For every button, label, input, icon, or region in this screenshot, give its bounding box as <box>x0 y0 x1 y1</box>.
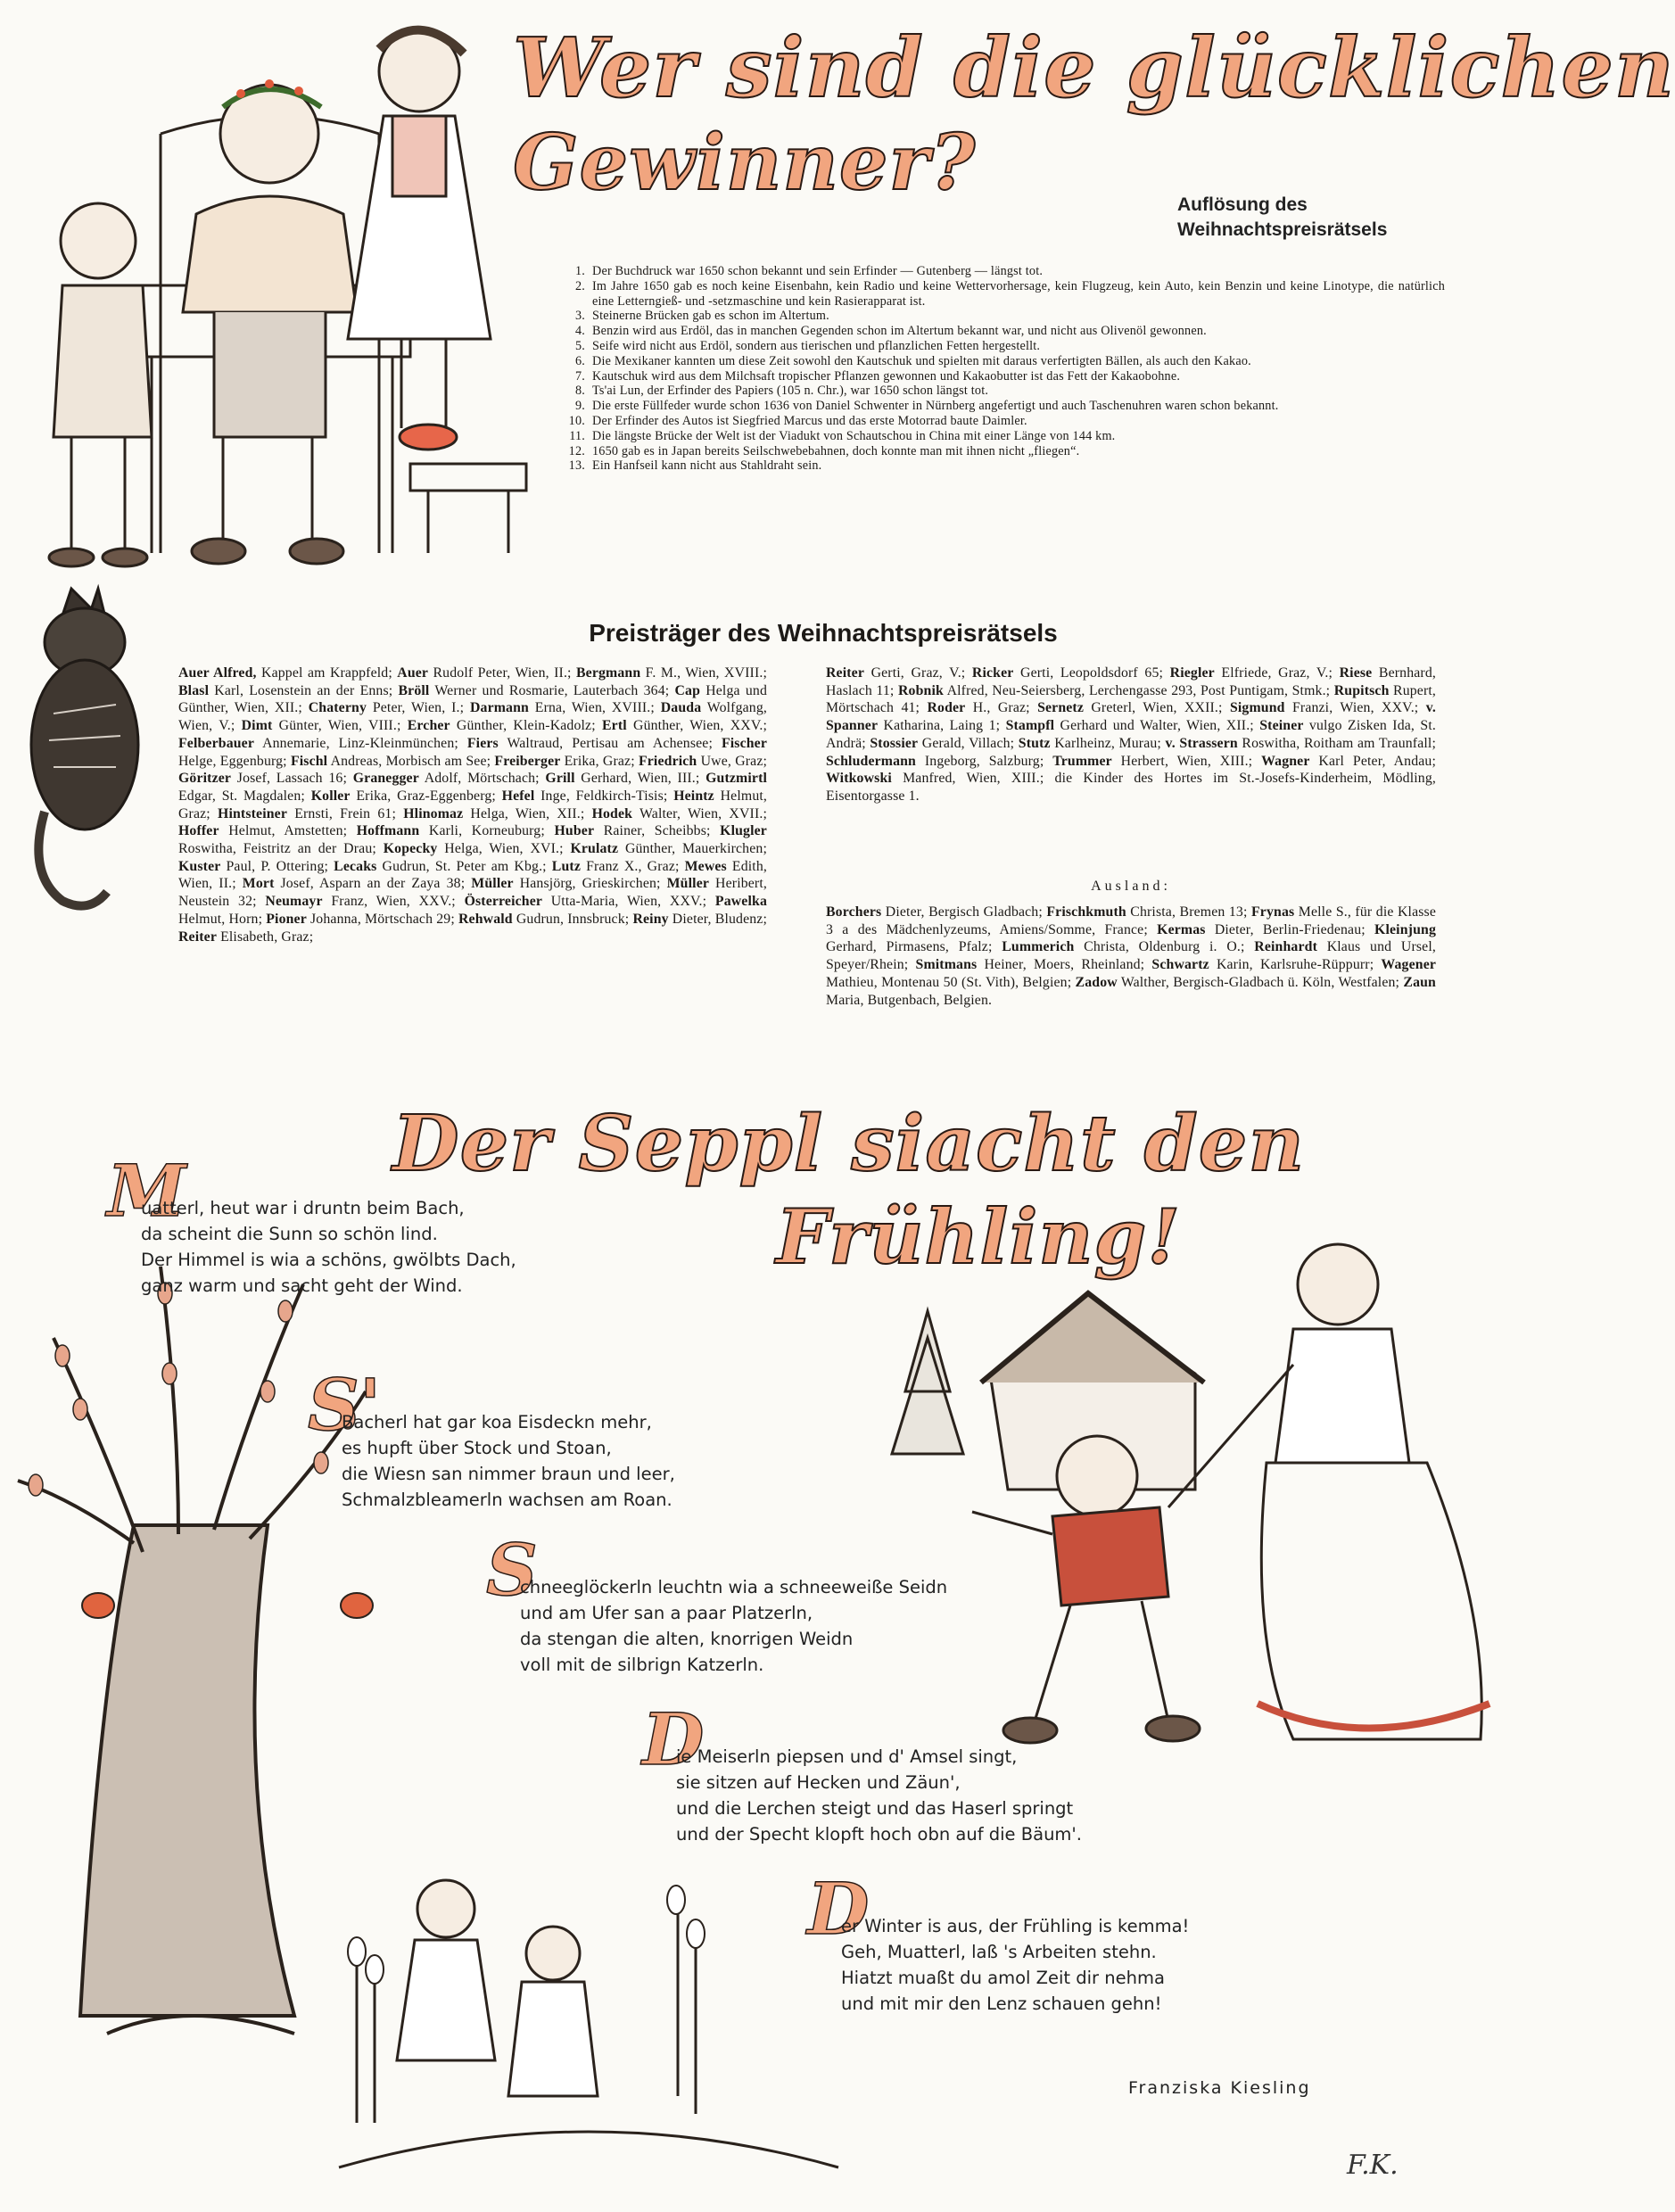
winner-details: Katharina, Laing 1; <box>878 718 1006 734</box>
answer-number: 12. <box>568 443 585 458</box>
winner-surname: Fiers <box>466 735 499 751</box>
answer-number: 2. <box>574 278 585 293</box>
poem-stanza-text <box>342 1409 675 1513</box>
winner-details: Klaus und Ursel, Speyer/Rhein; <box>826 939 1436 973</box>
answer-text: Kautschuk wird aus dem Milchsaft tropischer Pflanzen gewonnen und Kakaobutter ist das Fett der Kakaobohne. <box>592 368 1181 384</box>
winner-details: Gerhard und Walter, Wien, XII.; <box>1054 718 1260 734</box>
winner-surname: Mort <box>242 876 275 892</box>
answer-item <box>553 399 1445 414</box>
poem-line: die Wiesn san nimmer braun und leer, <box>342 1464 675 1484</box>
poem-initial-letter: M <box>107 1149 186 1233</box>
winner-surname: Kermas <box>1157 921 1206 937</box>
winner-details: Heiner, Moers, Rheinland; <box>977 957 1152 973</box>
poem-line: es hupft über Stock und Stoan, <box>342 1438 612 1458</box>
winner-surname: Mewes <box>684 858 727 874</box>
winner-surname: Steiner <box>1259 718 1304 734</box>
winner-surname: Pioner <box>266 911 307 927</box>
winner-details: Gerald, Villach; <box>918 735 1019 751</box>
winner-details: Gerhard, Pirmasens, Pfalz; <box>826 939 1003 955</box>
winner-details: Heribert, Neustein 32; <box>178 876 767 910</box>
winner-surname: Reinhardt <box>1254 939 1317 955</box>
winner-details: Rupert, Mörtschach 41; <box>826 682 1437 716</box>
winner-details: Annemarie, Linz-Kleinmünchen; <box>254 735 467 751</box>
poem-stanza-text <box>676 1744 1082 1847</box>
answer-item <box>553 369 1445 384</box>
winner-surname: Frynas <box>1251 904 1295 920</box>
winner-details: Günther, Wien, XXV.; <box>626 718 768 734</box>
answer-item <box>553 264 1445 279</box>
winner-details: H., Graz; <box>965 700 1038 716</box>
winner-details: Wolfgang, Wien, V.; <box>178 700 767 734</box>
winner-details: Karin, Karlsruhe-Rüppurr; <box>1209 957 1382 973</box>
winner-details: Günther, Klein-Kadolz; <box>450 718 602 734</box>
answer-number: 1. <box>574 264 585 278</box>
poem-line: und der Specht klopft hoch obn auf die Bäum'. <box>676 1824 1082 1845</box>
winner-details: Walter, Wien, XVII.; <box>632 805 767 821</box>
answer-item <box>553 429 1445 444</box>
winner-details: Christa, Oldenburg i. O.; <box>1074 939 1255 955</box>
winner-details: Peter, Wien, I.; <box>367 700 470 716</box>
winner-details: Karli, Korneuburg; <box>419 823 555 839</box>
answer-text: Die längste Brücke der Welt ist der Viadukt von Schautschou in China mit einer Länge von 144 km. <box>592 428 1116 443</box>
poem-line: Schmalzbleamerln wachsen am Roan. <box>342 1490 672 1510</box>
winner-surname: Hintsteiner <box>218 805 288 821</box>
poem-stanza <box>308 1363 780 1552</box>
answer-number: 3. <box>574 309 585 324</box>
winner-details: Ernsti, Frein 61; <box>287 805 404 821</box>
poem-initial-letter: S' <box>308 1363 382 1447</box>
winner-surname: Kopecky <box>383 841 438 857</box>
winner-surname: Wagener <box>1381 957 1437 973</box>
poem-line: er Winter is aus, der Frühling is kemma! <box>841 1916 1190 1936</box>
winner-surname: Ertl <box>601 718 627 734</box>
winner-surname: Lecaks <box>334 858 377 874</box>
winner-surname: Rupitsch <box>1333 682 1390 698</box>
poem-line: uatterl, heut war i druntn beim Bach, <box>141 1198 465 1218</box>
winner-details: Dieter, Bergisch Gladbach; <box>881 904 1047 920</box>
answer-text: Steinerne Brücken gab es schon im Altertum. <box>592 309 829 324</box>
winner-details: Mathieu, Montenau 50 (St. Vith), Belgien; <box>826 974 1076 990</box>
winner-details: Hansjörg, Grieskirchen; <box>513 876 667 892</box>
winner-surname: Ercher <box>407 718 450 734</box>
winner-details: Walther, Bergisch-Gladbach ü. Köln, Westfalen; <box>1117 974 1404 990</box>
winner-surname: Fischer <box>721 735 767 751</box>
winner-details: Alfred, Neu-Seiersberg, Lerchengasse 293, Post Puntigam, Stmk.; <box>943 682 1334 698</box>
answer-number: 4. <box>574 324 585 339</box>
answer-item <box>553 309 1445 324</box>
winner-surname: v. Spanner <box>826 700 1436 734</box>
winner-surname: Frischkmuth <box>1046 904 1126 920</box>
winner-surname: Roder <box>927 700 966 716</box>
answer-text: Seife wird nicht aus Erdöl, sondern aus tierischen und pflanzlichen Fetten hergestellt. <box>592 338 1041 353</box>
winner-details: Roswitha, Roitham am Traunfall; <box>1237 735 1436 751</box>
winners-list-left <box>178 664 767 945</box>
winner-surname: Rehwald <box>458 911 513 927</box>
poem-line: ganz warm und sacht geht der Wind. <box>141 1275 463 1296</box>
winner-surname: Krulatz <box>570 841 619 857</box>
winner-surname: Riegler <box>1169 665 1215 681</box>
winner-surname: Hoffmann <box>356 823 420 839</box>
winner-details: Dieter, Berlin-Friedenau; <box>1205 921 1375 937</box>
winner-surname: Reiter <box>826 665 864 681</box>
winner-details: Helga, Wien, XVI.; <box>437 841 571 857</box>
cat-illustration <box>9 580 152 919</box>
winner-surname: Darmann <box>469 700 529 716</box>
winner-surname: Hefel <box>501 788 535 804</box>
poem-stanza <box>807 1867 1351 2056</box>
winner-details: Josef, Asparn an der Zaya 38; <box>274 876 472 892</box>
winner-surname: Smitmans <box>915 957 978 973</box>
winner-surname: Dauda <box>660 700 702 716</box>
winner-surname: Neumayr <box>265 894 323 910</box>
winner-surname: Chaterny <box>308 700 367 716</box>
poem-stanza-text <box>841 1913 1189 2017</box>
solution-subtitle-line2: Weihnachtspreisrätsels <box>1177 219 1388 240</box>
winner-details: vulgo Zisken Ida, St. Andrä; <box>826 718 1436 751</box>
winner-details: Helmut, Amstetten; <box>219 823 357 839</box>
answer-number: 13. <box>568 458 585 474</box>
winner-details: Adolf, Mörtschach; <box>418 771 546 787</box>
winner-details: Rainer, Scheibbs; <box>594 823 721 839</box>
winner-details: Helga und Günther, Wien, XII.; <box>178 682 767 716</box>
winner-details: Erna, Wien, XVIII.; <box>528 700 661 716</box>
winner-details: Herbert, Wien, XIII.; <box>1111 753 1262 769</box>
answer-item <box>553 414 1445 429</box>
winner-surname: Felberbauer <box>178 735 255 751</box>
winner-surname: Sigmund <box>1229 700 1285 716</box>
abroad-heading: Ausland: <box>1091 879 1171 894</box>
poem-line: und mit mir den Lenz schauen gehn! <box>841 1993 1162 2014</box>
answer-number: 9. <box>574 399 585 414</box>
winner-details: Waltraud, Pertisau am Achensee; <box>498 735 722 751</box>
answer-item <box>553 324 1445 339</box>
winner-details: Dieter, Bludenz; <box>668 911 767 927</box>
winners-list-abroad <box>826 904 1436 1009</box>
winner-surname: Müller <box>666 876 710 892</box>
poem-line: da scheint die Sunn so schön lind. <box>141 1224 438 1244</box>
poem-initial-letter: D <box>642 1697 705 1781</box>
winner-surname: Hodek <box>591 805 633 821</box>
answer-number: 5. <box>574 338 585 353</box>
poem-initial-letter: D <box>807 1867 870 1951</box>
answer-item <box>553 354 1445 369</box>
winner-details: Karlheinz, Murau; <box>1050 735 1166 751</box>
winner-details: Günter, Wien, VIII.; <box>272 718 408 734</box>
winner-surname: v. Strassern <box>1165 735 1238 751</box>
winner-details: Elfriede, Graz, V.; <box>1214 665 1340 681</box>
winner-surname: Reiter <box>178 929 217 945</box>
winner-details: Helge, Eggenburg; <box>178 753 291 769</box>
winner-surname: Freiberger <box>494 753 561 769</box>
poem-author: Franziska Kiesling <box>1128 2078 1311 2098</box>
winner-surname: Kleinjung <box>1374 921 1436 937</box>
poem-line: voll mit de silbrign Katzerln. <box>520 1655 764 1675</box>
poem-initial-letter: S <box>486 1528 538 1612</box>
winner-surname: Sernetz <box>1037 700 1084 716</box>
poem-line: Bacherl hat gar koa Eisdeckn mehr, <box>342 1412 652 1432</box>
title-winners-line1: Wer sind die glücklichen <box>513 20 1675 116</box>
poem-title-line1: Der Seppl siacht den <box>392 1099 1305 1189</box>
winner-details: Franz, Wien, XXV.; <box>322 894 465 910</box>
answer-item <box>553 384 1445 399</box>
answer-number: 6. <box>574 353 585 368</box>
winner-details: Gerti, Leopoldsdorf 65; <box>1013 665 1170 681</box>
winner-surname: Bergmann <box>575 665 641 681</box>
poem-line: sie sitzen auf Hecken und Zäun', <box>676 1772 961 1793</box>
poem-line: und die Lerchen steigt und das Haserl springt <box>676 1798 1074 1819</box>
winner-details: Erika, Graz-Eggenberg; <box>350 788 502 804</box>
winner-surname: Hlinomaz <box>403 805 464 821</box>
winner-surname: Gutzmirtl <box>705 771 768 787</box>
winner-surname: Kuster <box>178 858 221 874</box>
solution-subtitle <box>1177 193 1472 243</box>
winner-details: Maria, Butgenbach, Belgien. <box>826 992 993 1008</box>
winner-details: die Kinder des Hortes im St.-Josefs-Kinderheim, Mödling, Eisentorgasse 1. <box>826 771 1436 804</box>
winner-surname: Auer Alfred, <box>178 665 257 681</box>
winner-details: Johanna, Mörtschach 29; <box>306 911 458 927</box>
winner-details: Bernhard, Haslach 11; <box>826 665 1436 698</box>
winner-details: Edith, Wien, II.; <box>178 858 767 892</box>
winner-surname: Robnik <box>897 682 944 698</box>
winner-details: Gudrun, St. Peter am Kbg.; <box>376 858 552 874</box>
winner-surname: Reiny <box>632 911 669 927</box>
winner-details: Edgar, St. Magdalen; <box>178 788 311 804</box>
winner-details: Rudolf Peter, Wien, II.; <box>428 665 576 681</box>
winner-details: Christa, Bremen 13; <box>1126 904 1251 920</box>
winner-details: Utta-Maria, Wien, XXV.; <box>542 894 715 910</box>
answer-item <box>553 458 1445 474</box>
winner-details: Elisabeth, Graz; <box>217 929 314 945</box>
winner-surname: Friedrich <box>638 753 697 769</box>
winner-surname: Stampfl <box>1005 718 1055 734</box>
winner-surname: Huber <box>554 823 595 839</box>
winner-surname: Göritzer <box>178 771 232 787</box>
winner-details: Andreas, Morbisch am See; <box>327 753 495 769</box>
winner-surname: Witkowski <box>826 771 892 787</box>
answer-text: Im Jahre 1650 gab es noch keine Eisenbahn, kein Radio und keine Wettervorhersage, kein Flugzeug, kein Auto, kein Benzin und keine Linotype, die natürlich eine Letterngieß- und -setzmaschine und kein Rasierapparat ist. <box>592 278 1445 309</box>
answer-text: 1650 gab es in Japan bereits Seilschwebebahnen, doch konnte man mit ihnen nicht „fliegen“. <box>592 443 1080 458</box>
winner-surname: Trummer <box>1052 753 1112 769</box>
winner-surname: Österreicher <box>464 894 543 910</box>
poem-stanza <box>642 1697 1186 1886</box>
winner-surname: Ricker <box>971 665 1014 681</box>
answer-text: Der Buchdruck war 1650 schon bekannt und sein Erfinder — Gutenberg — längst tot. <box>592 264 1044 278</box>
solution-subtitle-line1: Auflösung des <box>1177 194 1308 215</box>
winner-surname: Wagner <box>1261 753 1310 769</box>
answer-text: Ein Hanfseil kann nicht aus Stahldraht sein. <box>592 458 822 474</box>
winner-details: Gerhard, Wien, III.; <box>574 771 706 787</box>
answer-text: Die erste Füllfeder wurde schon 1636 von Daniel Schwenter in Nürnberg angefertigt und auch Taschenuhren waren schon bekannt. <box>592 399 1279 414</box>
answer-number: 8. <box>574 384 585 399</box>
title-winners-line2: Gewinner? <box>513 118 977 208</box>
poem-line: Hiatzt muaßt du amol Zeit dir nehma <box>841 1968 1165 1988</box>
answer-number: 11. <box>569 428 585 443</box>
puzzle-answers-list <box>553 264 1445 474</box>
winner-details: Karl Peter, Andau; <box>1309 753 1436 769</box>
winner-surname: Stossier <box>870 735 919 751</box>
winner-surname: Grill <box>545 771 575 787</box>
winner-details: Franz X., Graz; <box>581 858 685 874</box>
winner-surname: Koller <box>310 788 351 804</box>
winner-details: Greterl, Wien, XXII.; <box>1084 700 1230 716</box>
winner-surname: Hoffer <box>178 823 219 839</box>
answer-text: Der Erfinder des Autos ist Siegfried Marcus und das erste Motorrad baute Daimler. <box>592 413 1027 428</box>
winner-surname: Klugler <box>720 823 767 839</box>
poem-title-line2: Frühling! <box>776 1193 1182 1281</box>
winner-surname: Stutz <box>1018 735 1051 751</box>
poem-stanza <box>486 1528 1030 1717</box>
answer-number: 7. <box>574 368 585 384</box>
winner-surname: Müller <box>471 876 514 892</box>
winner-surname: Fischl <box>290 753 328 769</box>
winner-details: Inge, Feldkirch-Tisis; <box>534 788 674 804</box>
winner-details: Werner und Rosmarie, Lauterbach 364; <box>429 682 675 698</box>
winner-details: Helga, Wien, XII.; <box>463 805 592 821</box>
winner-surname: Riese <box>1339 665 1373 681</box>
winner-details: Gerti, Graz, V.; <box>864 665 972 681</box>
winner-surname: Cap <box>674 682 701 698</box>
winner-details: Melle S., für die Klasse 3 a des Mädchenlyzeums, Amiens/Somme, France; <box>826 904 1436 937</box>
winners-list-right <box>826 664 1436 805</box>
children-crowning-illustration <box>27 18 526 571</box>
winner-details: Uwe, Graz; <box>697 753 768 769</box>
winner-surname: Lutz <box>551 858 581 874</box>
winner-details: Helmut, Graz; <box>178 788 768 821</box>
winner-surname: Borchers <box>826 904 882 920</box>
winner-surname: Auer <box>397 665 429 681</box>
poem-line: und am Ufer san a paar Platzerln, <box>520 1603 813 1623</box>
poem-stanza-text <box>141 1195 516 1299</box>
poem-line: ie Meiserln piepsen und d' Amsel singt, <box>676 1746 1018 1767</box>
winner-surname: Pawelka <box>714 894 767 910</box>
winner-surname: Dimt <box>241 718 273 734</box>
winner-surname: Schwartz <box>1151 957 1209 973</box>
answer-text: Benzin wird aus Erdöl, das in manchen Gegenden schon im Altertum bekannt war, und nicht aus Olivenöl gewonnen. <box>592 324 1207 339</box>
poem-line: chneeglöckerln leuchtn wia a schneeweiße Seidn <box>520 1577 948 1597</box>
poem-line: Der Himmel is wia a schöns, gwölbts Dach, <box>141 1250 516 1270</box>
winner-surname: Zaun <box>1403 974 1436 990</box>
winner-surname: Granegger <box>352 771 419 787</box>
winner-details: Josef, Lassach 16; <box>231 771 353 787</box>
artist-signature: F.K. <box>1347 2150 1399 2181</box>
poem-stanza-text <box>520 1574 947 1678</box>
winner-surname: Zadow <box>1075 974 1118 990</box>
answer-item <box>553 339 1445 354</box>
winner-details: Günther, Mauerkirchen; <box>618 841 767 857</box>
winner-details: Erika, Graz; <box>560 753 639 769</box>
winner-surname: Blasl <box>178 682 210 698</box>
winner-details: Kappel am Krappfeld; <box>256 665 398 681</box>
winner-surname: Schludermann <box>826 753 916 769</box>
winner-surname: Heintz <box>673 788 714 804</box>
answer-number: 10. <box>568 413 585 428</box>
winner-details: Manfred, Wien, XIII.; <box>891 771 1055 787</box>
poem-line: da stengan die alten, knorrigen Weidn <box>520 1629 854 1649</box>
winner-details: Roswitha, Feistritz an der Drau; <box>178 841 384 857</box>
winners-heading: Preisträger des Weihnachtspreisrätsels <box>589 619 1058 647</box>
poem-line: Geh, Muatterl, laß 's Arbeiten stehn. <box>841 1942 1157 1962</box>
winner-surname: Lummerich <box>1002 939 1075 955</box>
answer-item <box>553 444 1445 459</box>
winner-details: Franzi, Wien, XXV.; <box>1284 700 1426 716</box>
answer-text: Ts'ai Lun, der Erfinder des Papiers (105 n. Chr.), war 1650 schon längst tot. <box>592 384 989 399</box>
winner-surname: Bröll <box>398 682 430 698</box>
winner-details: Paul, P. Ottering; <box>220 858 334 874</box>
poem-stanza <box>107 1149 580 1374</box>
winner-details: F. M., Wien, XVIII.; <box>640 665 768 681</box>
winner-details: Helmut, Horn; <box>178 911 267 927</box>
winner-details: Ingeborg, Salzburg; <box>916 753 1053 769</box>
answer-item <box>553 279 1445 310</box>
winner-details: Gudrun, Innsbruck; <box>512 911 633 927</box>
winner-details: Karl, Losenstein an der Enns; <box>209 682 399 698</box>
answer-text: Die Mexikaner kannten um diese Zeit sowohl den Kautschuk und spielten mit daraus verfertigten Bällen, als auch den Kakao. <box>592 353 1251 368</box>
